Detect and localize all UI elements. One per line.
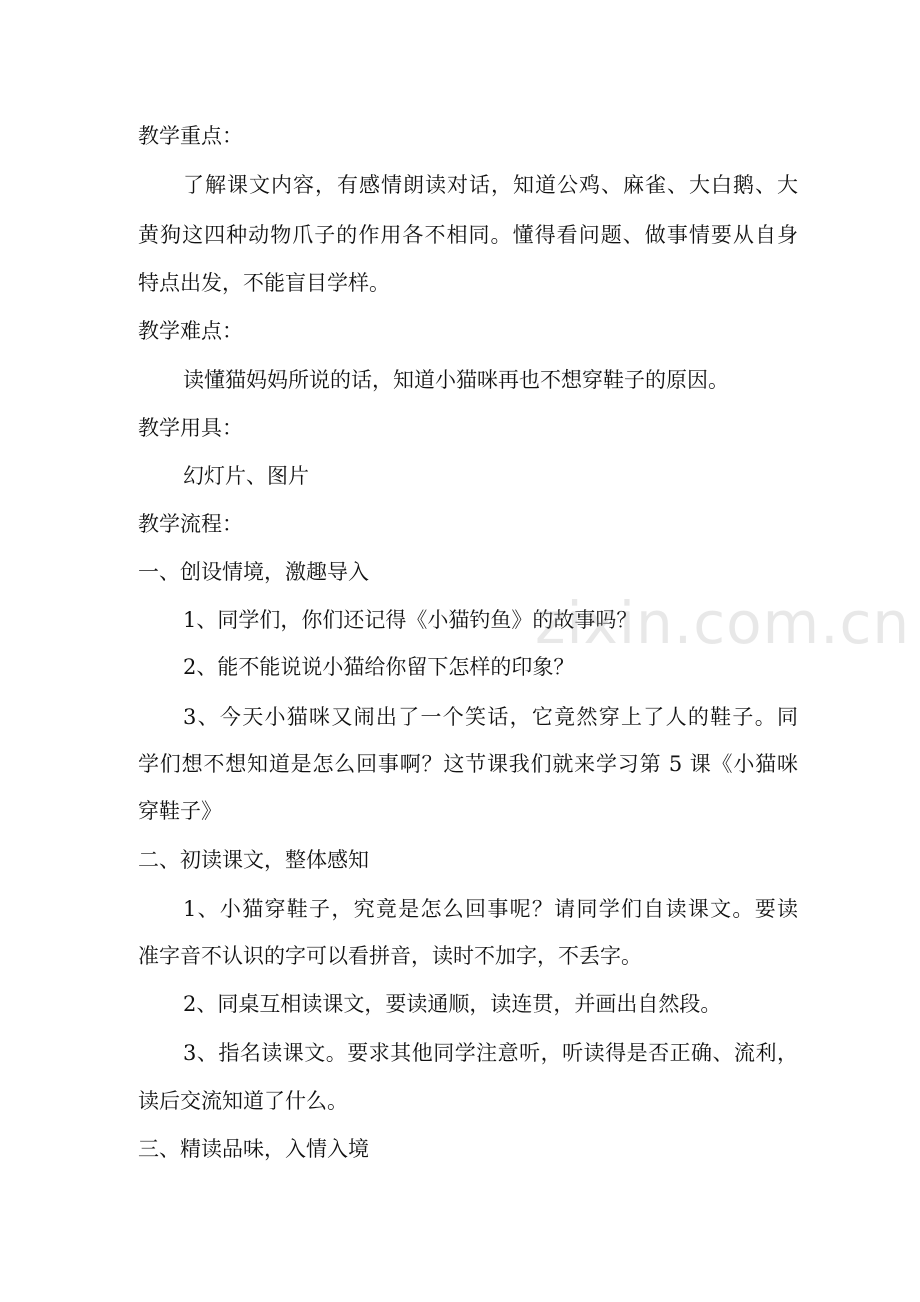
key-points-line-2: 黄狗这四种动物爪子的作用各不相同。懂得看问题、做事情要从自身 <box>138 223 798 247</box>
section-2-item-1-line-1: 1、小猫穿鞋子，究竟是怎么回事呢？请同学们自读课文。要读 <box>183 897 798 921</box>
difficulties-line-1: 读懂猫妈妈所说的话，知道小猫咪再也不想穿鞋子的原因。 <box>183 368 729 392</box>
section-1-item-3-line-3: 穿鞋子》 <box>138 799 222 823</box>
section-2-title: 二、初读课文，整体感知 <box>138 848 369 872</box>
section-1-item-2: 2、能不能说说小猫给你留下怎样的印象？ <box>183 655 575 679</box>
section-2-item-3-line-1: 3、指名读课文。要求其他同学注意听，听读得是否正确、流利， <box>183 1041 798 1065</box>
section-1-item-3-line-1: 3、今天小猫咪又闹出了一个笑话，它竟然穿上了人的鞋子。同 <box>183 705 798 729</box>
section-1-item-3-line-2: 学们想不想知道是怎么回事啊？这节课我们就来学习第 5 课《小猫咪 <box>138 752 798 776</box>
key-points-line-3: 特点出发，不能盲目学样。 <box>138 271 390 295</box>
heading-process: 教学流程： <box>138 512 243 536</box>
heading-key-points: 教学重点： <box>138 124 243 148</box>
section-2-item-1-line-2: 准字音不认识的字可以看拼音，读时不加字，不丢字。 <box>138 944 642 968</box>
section-1-title: 一、创设情境，激趣导入 <box>138 560 369 584</box>
section-3-title: 三、精读品味，入情入境 <box>138 1137 369 1161</box>
tools-line-1: 幻灯片、图片 <box>183 464 309 488</box>
heading-tools: 教学用具： <box>138 416 243 440</box>
section-2-item-2: 2、同桌互相读课文，要读通顺，读连贯，并画出自然段。 <box>183 992 722 1016</box>
watermark: zixin.com.cn <box>535 589 911 657</box>
heading-difficulties: 教学难点： <box>138 319 243 343</box>
section-2-item-3-line-2: 读后交流知道了什么。 <box>138 1089 348 1113</box>
section-1-item-1: 1、同学们，你们还记得《小猫钓鱼》的故事吗？ <box>183 608 638 632</box>
key-points-line-1: 了解课文内容，有感情朗读对话，知道公鸡、麻雀、大白鹅、大 <box>183 173 798 197</box>
